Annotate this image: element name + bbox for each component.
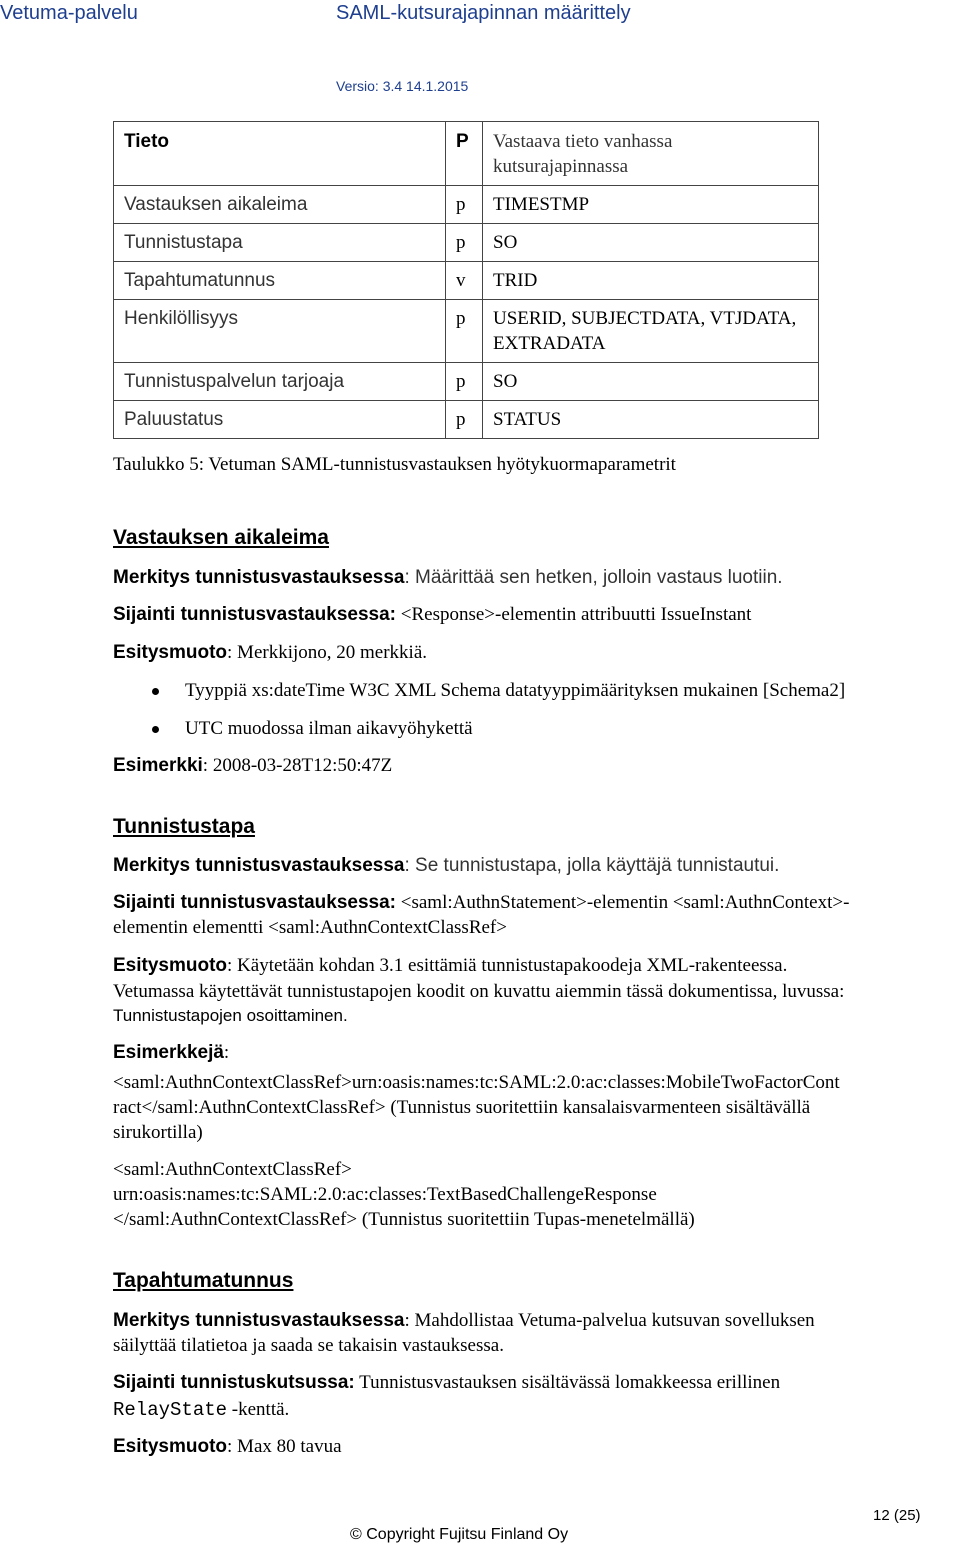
location-text: <saml:AuthnStatement>-elementin <saml:AuthnContext>- [396,892,850,913]
format-line [113,640,958,665]
table-cell: TIMESTMP [483,186,819,224]
table-row [114,300,819,363]
meaning-text: : Mahdollistaa Vetuma-palvelua kutsuvan sovelluksen [404,1310,815,1331]
example-1-line-2: ract</saml:AuthnContextClassRef> (Tunnistus suoritettiin kansalaisvarmenteen sisältävällä [113,1097,811,1118]
table-cell: Paluustatus [114,401,446,439]
example-2-line-3: </saml:AuthnContextClassRef> (Tunnistus suoritettiin Tupas-menetelmällä) [113,1209,695,1230]
examples-label: Esimerkkejä [113,1042,224,1063]
examples-heading [113,1040,958,1065]
location-line [113,602,958,627]
bullet-text: UTC muodossa ilman aikavyöhykettä [185,718,473,739]
header-left: Vetuma-palvelu [0,2,138,24]
meaning-text: : Määrittää sen hetken, jolloin vastaus luotiin. [404,567,783,588]
meaning-line [113,853,958,878]
format-text: : Merkkijono, 20 merkkiä. [227,642,428,663]
page-number: 12 (25) [873,1507,921,1524]
section-title-transaction-id: Tapahtumatunnus [113,1269,294,1292]
table-row [114,401,819,439]
format-label: Esitysmuoto [113,955,228,976]
format-text: : Käytetään kohdan 3.1 esittämiä tunnistustapakoodeja XML-rakenteessa. [227,955,788,976]
meaning-label: Merkitys tunnistusvastauksessa [113,567,405,588]
format-label: Esitysmuoto [113,1436,228,1457]
table-cell: p [446,401,483,439]
example-label: Esimerkki [113,755,203,776]
location-line [113,1370,958,1395]
location-line-2: elementin elementti <saml:AuthnContextClassRef> [113,917,507,938]
location-tail: -kenttä. [227,1399,290,1420]
examples-colon: : [223,1042,230,1063]
bullet-icon [152,726,159,733]
table-header-cell: Vastaava tieto vanhassa kutsurajapinnassa [483,122,819,186]
location-text: <Response>-elementin attribuutti IssueInstant [396,604,752,625]
example-line [113,753,958,778]
table-header-cell: P [446,122,483,186]
meaning-label: Merkitys tunnistusvastauksessa [113,855,405,876]
header-right: SAML-kutsurajapinnan määrittely [336,2,631,24]
format-text: : Max 80 tavua [227,1436,342,1457]
format-line-3: Tunnistustapojen osoittaminen. [113,1006,348,1025]
location-label: Sijainti tunnistusvastauksessa: [113,892,396,913]
meaning-text: : Se tunnistustapa, jolla käyttäjä tunnistautui. [404,855,780,876]
format-line-2: Vetumassa käytettävät tunnistustapojen koodit on kuvattu aiemmin tässä dokumentissa, luvussa: [113,981,845,1002]
table-cell: p [446,186,483,224]
table-cell: STATUS [483,401,819,439]
format-line [113,1434,958,1459]
table-cell: p [446,300,483,363]
table-caption: Taulukko 5: Vetuman SAML-tunnistusvastauksen hyötykuormaparametrit [113,454,676,475]
table-row [114,363,819,401]
location-label: Sijainti tunnistusvastauksessa: [113,604,396,625]
table-cell: v [446,262,483,300]
location-label: Sijainti tunnistuskutsussa: [113,1372,355,1393]
table-cell: p [446,363,483,401]
table-header-row [114,122,819,186]
meaning-line [113,1308,958,1333]
table-cell: SO [483,224,819,262]
example-2-line-1: <saml:AuthnContextClassRef> [113,1159,352,1180]
bullet-icon [152,688,159,695]
table-cell: p [446,224,483,262]
location-line [113,890,958,915]
relaystate-code: RelayState [113,1399,228,1421]
meaning-line [113,565,958,590]
bullet-text: Tyyppiä xs:dateTime W3C XML Schema datatyyppimäärityksen mukainen [Schema2] [185,680,846,701]
table-cell: Tunnistuspalvelun tarjoaja [114,363,446,401]
table-cell: USERID, SUBJECTDATA, VTJDATA, EXTRADATA [483,300,819,363]
copyright-notice: © Copyright Fujitsu Finland Oy [350,1526,569,1543]
example-1-line-3: sirukortilla) [113,1122,203,1143]
format-label: Esitysmuoto [113,642,228,663]
table-cell: Tunnistustapa [114,224,446,262]
parameter-table [113,121,819,439]
table-row [114,262,819,300]
section-title-method: Tunnistustapa [113,815,255,838]
format-line [113,953,958,978]
section-title-timestamp: Vastauksen aikaleima [113,526,329,549]
table-row [114,186,819,224]
example-1-line-1: <saml:AuthnContextClassRef>urn:oasis:names:tc:SAML:2.0:ac:classes:MobileTwoFactorCont [113,1072,840,1093]
example-2-line-2: urn:oasis:names:tc:SAML:2.0:ac:classes:TextBasedChallengeResponse [113,1184,657,1205]
table-row [114,224,819,262]
table-cell: Tapahtumatunnus [114,262,446,300]
table-cell: Henkilöllisyys [114,300,446,363]
table-cell: Vastauksen aikaleima [114,186,446,224]
location-line-2 [113,1397,958,1423]
table-cell: SO [483,363,819,401]
meaning-line-2: säilyttää tilatietoa ja saada se takaisin vastauksessa. [113,1335,504,1356]
version-info: Versio: 3.4 14.1.2015 [336,78,469,94]
table-cell: TRID [483,262,819,300]
meaning-label: Merkitys tunnistusvastauksessa [113,1310,405,1331]
example-text: : 2008-03-28T12:50:47Z [202,755,393,776]
location-text: Tunnistusvastauksen sisältävässä lomakkeessa erillinen [354,1372,781,1393]
table-header-cell: Tieto [114,122,446,186]
